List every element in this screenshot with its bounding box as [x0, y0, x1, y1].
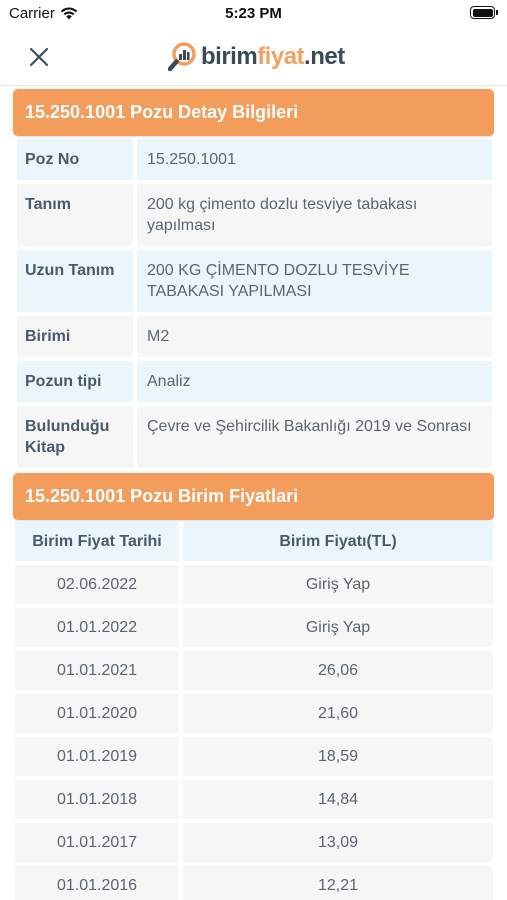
table-row [15, 651, 493, 690]
table-row [15, 694, 493, 733]
carrier-label: Carrier [9, 5, 55, 22]
detail-row-poz-no [17, 139, 492, 180]
magnifier-chart-logo [168, 41, 198, 73]
close-icon [29, 47, 49, 67]
detail-value: 15.250.1001 [137, 139, 492, 180]
detail-value: Analiz [137, 361, 492, 402]
close-button[interactable] [24, 42, 54, 72]
detail-value: M2 [137, 316, 492, 357]
detail-row-bulundugu-kitap [17, 406, 492, 468]
detail-label: Bulunduğu Kitap [17, 406, 133, 468]
price-value: 12,21 [183, 866, 493, 900]
price-date: 02.06.2022 [15, 565, 179, 604]
clock: 5:23 PM [225, 5, 282, 22]
table-row [15, 565, 493, 604]
detail-label: Birimi [17, 316, 133, 357]
table-row [15, 866, 493, 900]
column-header-date: Birim Fiyat Tarihi [15, 522, 179, 561]
detail-value: Çevre ve Şehircilik Bakanlığı 2019 ve Sonrası [137, 406, 492, 468]
login-link[interactable]: Giriş Yap [183, 565, 493, 604]
price-value: 14,84 [183, 780, 493, 819]
price-date: 01.01.2021 [15, 651, 179, 690]
detail-label: Uzun Tanım [17, 250, 133, 312]
detail-row-uzun-tanim [17, 250, 492, 312]
logo-text-birim: birim [201, 43, 258, 70]
logo-text-net: .net [304, 43, 345, 70]
price-table-header [15, 522, 493, 561]
logo-wordmark [201, 43, 345, 71]
price-value: 18,59 [183, 737, 493, 776]
price-table [15, 522, 493, 900]
detail-row-tanim [17, 184, 492, 246]
detail-row-birimi [17, 316, 492, 357]
detail-row-pozun-tipi [17, 361, 492, 402]
logo-text-fiyat: fiyat [257, 43, 305, 70]
battery-icon [470, 6, 498, 19]
price-date: 01.01.2019 [15, 737, 179, 776]
price-date: 01.01.2018 [15, 780, 179, 819]
price-date: 01.01.2020 [15, 694, 179, 733]
price-date: 01.01.2017 [15, 823, 179, 862]
nav-bar [0, 28, 507, 86]
price-value: 13,09 [183, 823, 493, 862]
site-logo[interactable] [168, 40, 345, 74]
detail-label: Poz No [17, 139, 133, 180]
detail-value: 200 kg çimento dozlu tesviye tabakası yapılması [137, 184, 492, 246]
price-date: 01.01.2022 [15, 608, 179, 647]
price-date: 01.01.2016 [15, 866, 179, 900]
table-row [15, 737, 493, 776]
table-row [15, 823, 493, 862]
price-value: 21,60 [183, 694, 493, 733]
column-header-price: Birim Fiyatı(TL) [183, 522, 493, 561]
detail-label: Tanım [17, 184, 133, 246]
login-link[interactable]: Giriş Yap [183, 608, 493, 647]
prices-section-header: 15.250.1001 Pozu Birim Fiyatlari [13, 473, 494, 520]
detail-section-header: 15.250.1001 Pozu Detay Bilgileri [13, 89, 494, 136]
table-row [15, 608, 493, 647]
detail-label: Pozun tipi [17, 361, 133, 402]
price-value: 26,06 [183, 651, 493, 690]
detail-value: 200 KG ÇİMENTO DOZLU TESVİYE TABAKASI YAPILMASI [137, 250, 492, 312]
table-row [15, 780, 493, 819]
detail-table [17, 139, 492, 472]
status-bar [0, 0, 507, 28]
